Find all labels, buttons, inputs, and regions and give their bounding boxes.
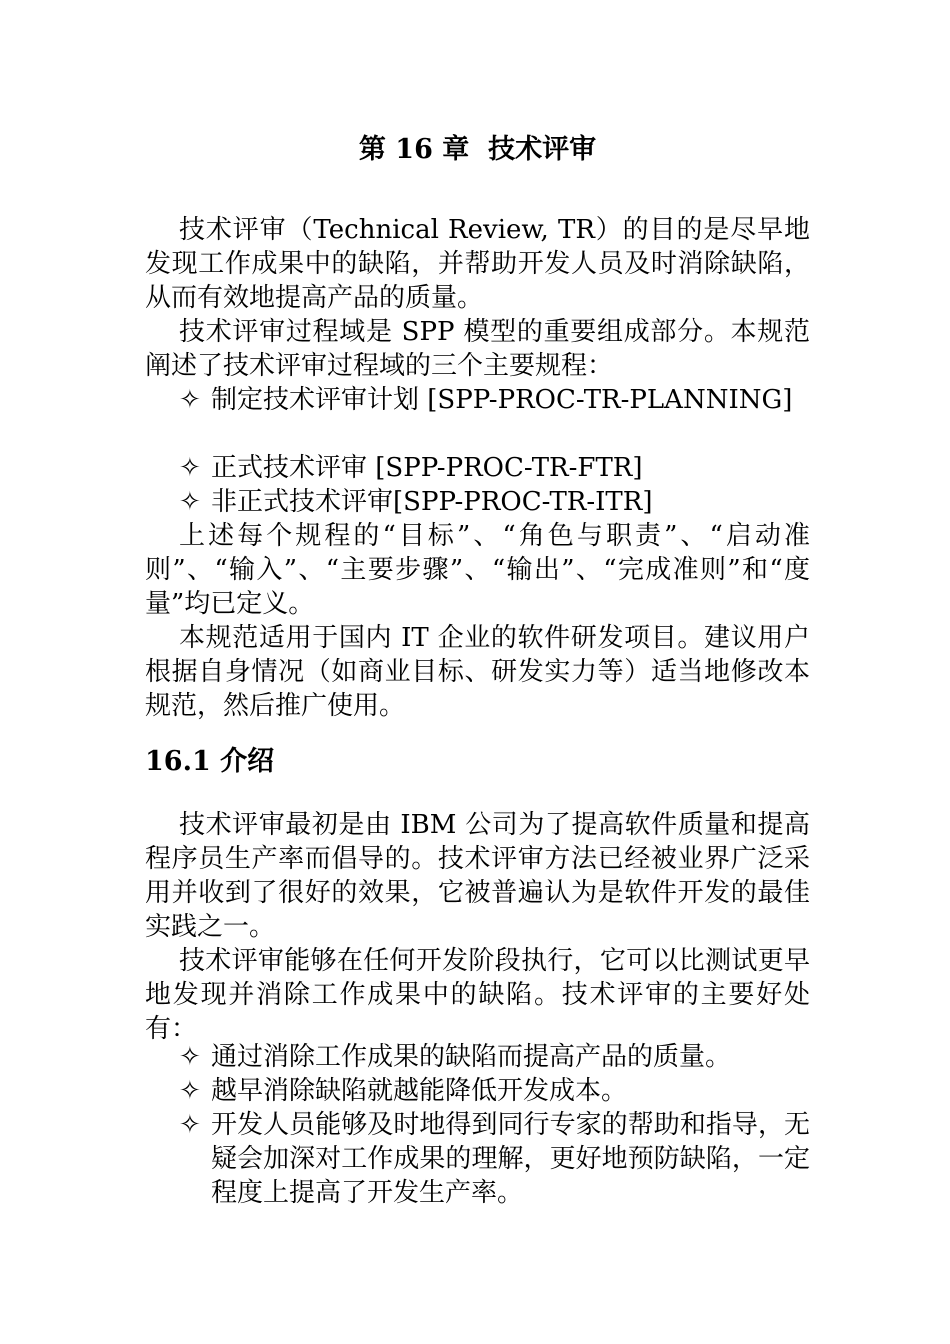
procedure-item-ftr xyxy=(179,451,810,485)
benefit-item-label: 越早消除缺陷就越能降低开发成本。 xyxy=(211,1076,628,1106)
section-paragraph-2: 技术评审能够在任何开发阶段执行，它可以比测试更早地发现并消除工作成果中的缺陷。技术评审的主要好处有： xyxy=(145,946,810,1044)
diamond-bullet-icon: ✧ xyxy=(179,453,201,483)
diamond-bullet-icon: ✧ xyxy=(179,1076,201,1106)
benefit-item xyxy=(179,1040,810,1074)
intro-paragraph-1: 技术评审（Technical Review, TR）的目的是尽早地发现工作成果中的缺陷，并帮助开发人员及时消除缺陷，从而有效地提高产品的质量。 xyxy=(145,215,810,313)
intro-paragraph-3: 上述每个规程的“目标”、“角色与职责”、“启动准则”、“输入”、“主要步骤”、“输出”、“完成准则”和“度量”均已定义。 xyxy=(145,521,810,619)
diamond-bullet-icon: ✧ xyxy=(179,1110,201,1140)
intro-paragraph-4: 本规范适用于国内 IT 企业的软件研发项目。建议用户根据自身情况（如商业目标、研发实力等）适当地修改本规范，然后推广使用。 xyxy=(145,623,810,721)
benefit-item xyxy=(179,1108,810,1210)
section-paragraph-1: 技术评审最初是由 IBM 公司为了提高软件质量和提高程序员生产率而倡导的。技术评审方法已经被业界广泛采用并收到了很好的效果，它被普遍认为是软件开发的最佳实践之一。 xyxy=(145,810,810,942)
intro-paragraph-2: 技术评审过程域是 SPP 模型的重要组成部分。本规范阐述了技术评审过程域的三个主要规程： xyxy=(145,317,810,381)
procedure-item-itr xyxy=(179,485,810,519)
benefit-item-label: 通过消除工作成果的缺陷而提高产品的质量。 xyxy=(211,1042,732,1072)
diamond-bullet-icon: ✧ xyxy=(179,385,201,415)
benefit-item-label: 开发人员能够及时地得到同行专家的帮助和指导，无疑会加深对工作成果的理解，更好地预防缺陷，一定程度上提高了开发生产率。 xyxy=(211,1110,810,1208)
benefit-item xyxy=(179,1074,810,1108)
chapter-title: 第 16 章 技术评审 xyxy=(358,134,597,165)
diamond-bullet-icon: ✧ xyxy=(179,1042,201,1072)
procedure-item-label: 非正式技术评审[SPP-PROC-TR-ITR] xyxy=(211,487,653,517)
procedure-item-planning xyxy=(179,383,810,417)
procedure-item-label: 正式技术评审 [SPP-PROC-TR-FTR] xyxy=(211,453,643,483)
section-title-16-1: 16.1 介绍 xyxy=(145,746,275,777)
diamond-bullet-icon: ✧ xyxy=(179,487,201,517)
procedure-item-label: 制定技术评审计划 [SPP-PROC-TR-PLANNING] xyxy=(211,385,793,415)
